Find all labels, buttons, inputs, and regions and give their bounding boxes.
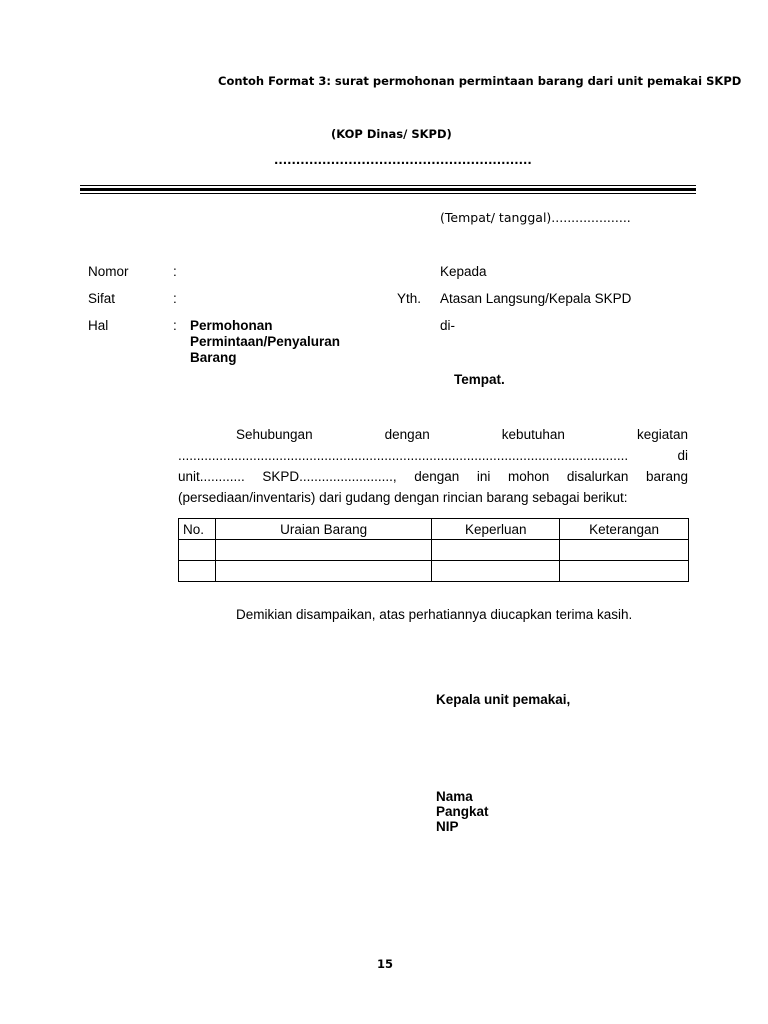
signature-title: Kepala unit pemakai, — [436, 692, 571, 707]
hal-label: Hal — [88, 318, 109, 333]
table-header-keterangan: Keterangan — [560, 519, 689, 540]
body-word: dengan — [384, 427, 430, 442]
header-rule-thick — [80, 188, 696, 191]
hal-value-line-3: Barang — [190, 350, 237, 365]
recipient-tempat: Tempat. — [454, 372, 505, 387]
sifat-label: Sifat — [88, 291, 116, 306]
format-title: Contoh Format 3: surat permohonan permintaan barang dari unit pemakai SKPD — [218, 74, 742, 88]
recipient-di: di- — [440, 318, 456, 333]
body-word: dengan — [414, 469, 460, 484]
signature-nip: NIP — [436, 819, 459, 834]
recipient-kepada: Kepada — [440, 264, 487, 279]
items-table — [178, 518, 689, 582]
table-cell — [432, 540, 560, 561]
nomor-label: Nomor — [88, 264, 129, 279]
body-word: SKPD........................., — [262, 469, 397, 484]
recipient-yth: Yth. — [397, 291, 422, 306]
letterhead-dots: ........................................................... — [274, 153, 532, 167]
body-dots: ........................................................................................................................ — [178, 448, 629, 463]
table-cell — [560, 561, 689, 582]
signature-pangkat: Pangkat — [436, 804, 489, 819]
body-word: barang — [645, 469, 688, 484]
hal-value-line-2: Permintaan/Penyaluran — [190, 334, 341, 349]
body-word: mohon — [507, 469, 550, 484]
recipient-name: Atasan Langsung/Kepala SKPD — [440, 291, 632, 306]
body-word: Sehubungan — [236, 427, 313, 442]
body-word: ini — [476, 469, 491, 484]
table-row — [179, 540, 689, 561]
table-cell — [432, 561, 560, 582]
place-date-field: (Tempat/ tanggal).................... — [440, 210, 631, 225]
letterhead-placeholder: (KOP Dinas/ SKPD) — [331, 127, 452, 141]
body-line-4: (persediaan/inventaris) dari gudang dengan rincian barang sebagai berikut: — [178, 490, 628, 505]
table-cell — [215, 561, 431, 582]
body-word: disalurkan — [566, 469, 629, 484]
body-word: kebutuhan — [501, 427, 565, 442]
body-line-3 — [178, 466, 688, 487]
body-line-2 — [178, 445, 688, 466]
table-cell — [179, 561, 216, 582]
body-paragraph — [178, 424, 688, 508]
body-word: di — [677, 448, 688, 463]
table-cell — [560, 540, 689, 561]
body-line-1 — [178, 424, 688, 445]
body-word: unit............ — [178, 469, 245, 484]
table-cell — [215, 540, 431, 561]
hal-colon: : — [173, 318, 177, 333]
signature-nama: Nama — [436, 789, 473, 804]
hal-value-line-1: Permohonan — [190, 318, 273, 333]
nomor-colon: : — [173, 264, 177, 279]
sifat-colon: : — [173, 291, 177, 306]
table-header-keperluan: Keperluan — [432, 519, 560, 540]
table-header-row — [179, 519, 689, 540]
table-header-no: No. — [179, 519, 216, 540]
page-number: 15 — [377, 957, 394, 971]
header-rule-thin — [80, 185, 696, 186]
header-rule-thin-bottom — [80, 193, 696, 194]
table-row — [179, 561, 689, 582]
body-word: kegiatan — [636, 427, 688, 442]
closing-sentence: Demikian disampaikan, atas perhatiannya diucapkan terima kasih. — [236, 607, 633, 622]
table-header-uraian: Uraian Barang — [215, 519, 431, 540]
table-cell — [179, 540, 216, 561]
